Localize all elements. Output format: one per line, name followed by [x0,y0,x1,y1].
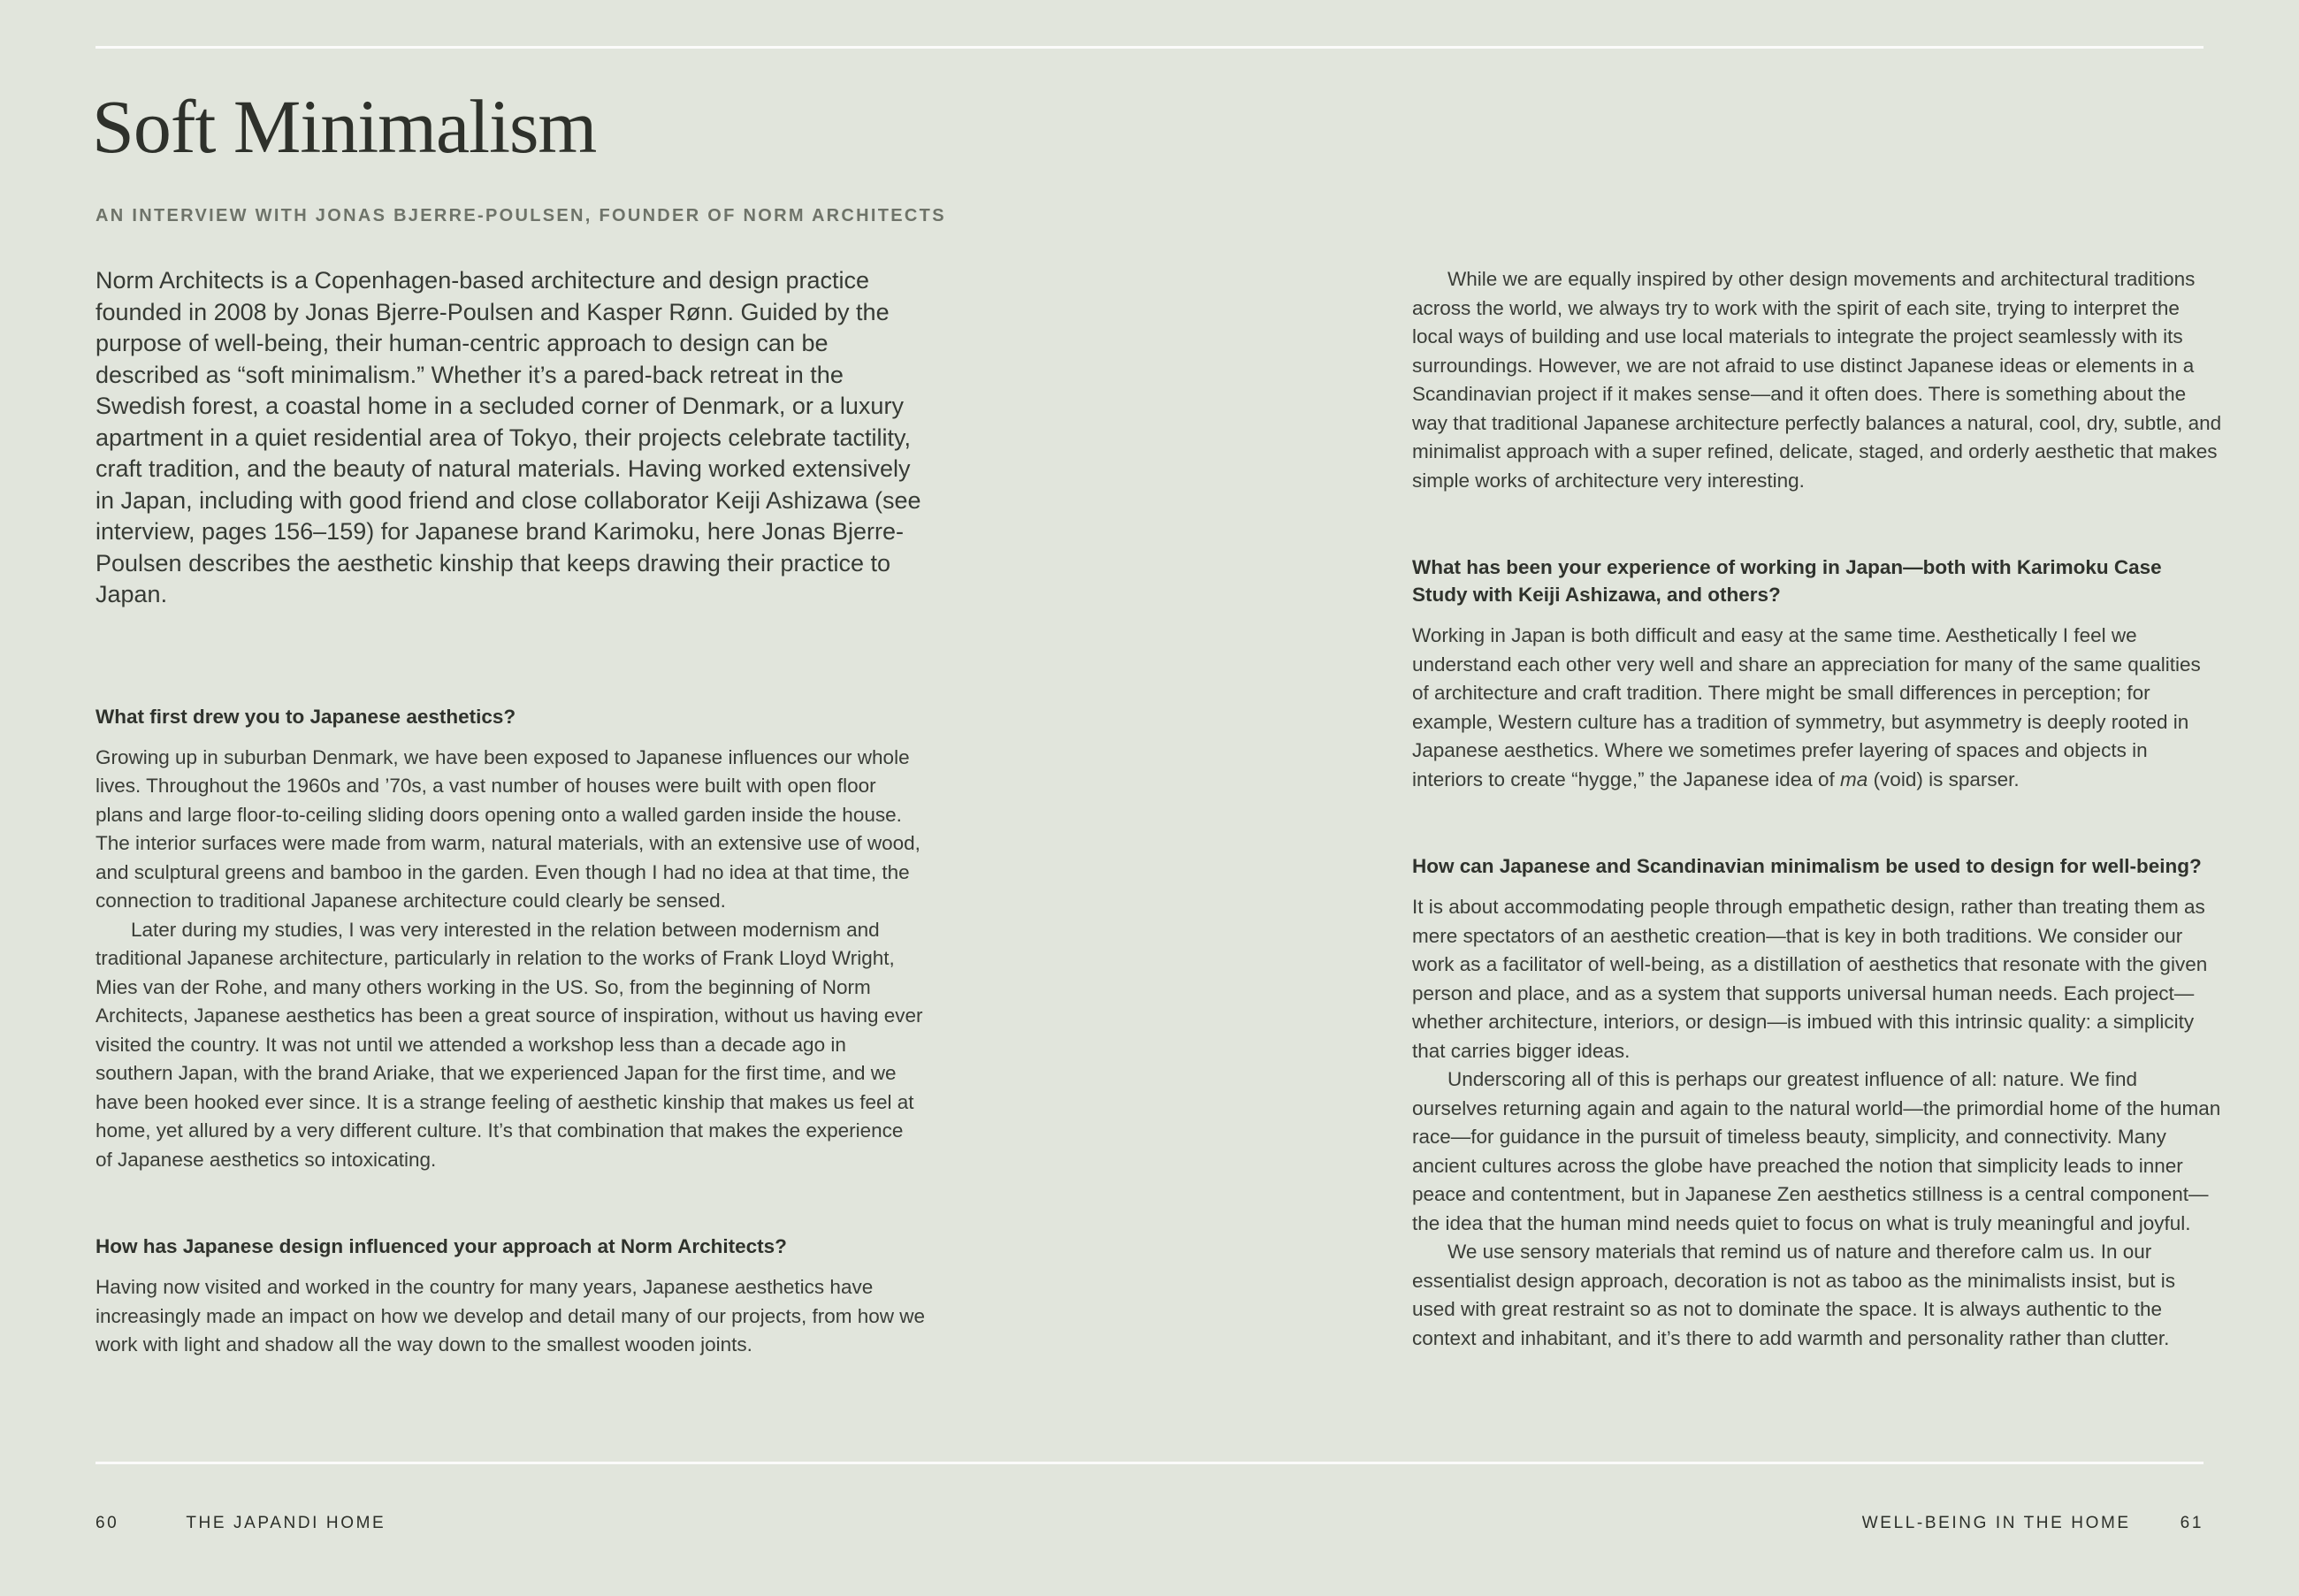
intro-paragraph: Norm Architects is a Copenhagen-based architecture and design practice founded in 2008 by Jonas Bjerre-Poulsen and Kasper Rønn. Guided by the purpose of well-being, their human-centric approach to design can be described as “soft minimalism.” Whether it’s a pared-back retreat in the Swedish forest, a coastal home in a secluded corner of Denmark, or a luxury apartment in a quiet residential area of Tokyo, their projects celebrate tactility, craft tradition, and the beauty of natural materials. Having worked extensively in Japan, including with good friend and close collaborator Keiji Ashizawa (see interview, pages 156–159) for Japanese brand Karimoku, here Jonas Bjerre-Poulsen describes the aesthetic kinship that keeps drawing their practice to Japan. [95,267,921,607]
question-heading: What first drew you to Japanese aesthetics? [95,705,516,728]
footer-right [1862,1514,2204,1533]
answer-paragraph: Growing up in suburban Denmark, we have been exposed to Japanese influences our whole lives. Throughout the 1960s and ’70s, a vast number of houses were built with open floor plans and large floor-to-ceiling sliding doors opening onto a walled garden inside the house. The interior surfaces were made from warm, natural materials, with an extensive use of wood, and sculptural greens and bamboo in the garden. Even though I had no idea at that time, the connection to traditional Japanese architecture could clearly be sensed. [95,745,920,912]
answer-paragraph: We use sensory materials that remind us of nature and therefore calm us. In our essentialist design approach, decoration is not as taboo as the minimalists insist, but is used with great restraint so as not to dominate the space. It is always authentic to the context and inhabitant, and it’s there to add warmth and personality rather than clutter. [1412,1241,2175,1349]
question-heading: How has Japanese design influenced your approach at Norm Architects? [95,1235,787,1257]
question-heading: How can Japanese and Scandinavian minimalism be used to design for well-being? [1412,855,2202,877]
answer-paragraph: Underscoring all of this is perhaps our greatest influence of all: nature. We find ourselves returning again and again to the natural world—the primordial home of the human race—for guidance in the pursuit of timeless beauty, simplicity, and connectivity. Many ancient cultures across the globe have preached the notion that simplicity leads to inner peace and contentment, but in Japanese Zen aesthetics stillness is a central component—the idea that the human mind needs quiet to focus on what is truly meaningful and joyful. [1412,1068,2221,1234]
answer-paragraph: Having now visited and worked in the country for many years, Japanese aesthetics have increasingly made an impact on how we develop and detail many of our projects, from how we work with light and shadow all the way down to the smallest wooden joints. [95,1276,925,1355]
question-heading: What has been your experience of working in Japan—both with Karimoku Case Study with Keiji Ashizawa, and others? [1412,556,2162,606]
answer-paragraph: Later during my studies, I was very interested in the relation between modernism and traditional Japanese architecture, particularly in relation to the works of Frank Lloyd Wright, Mies van der Rohe, and many others working in the US. So, from the beginning of Norm Architects, Japanese aesthetics has been a great source of inspiration, without us having ever visited the country. It was not until we attended a workshop less than a decade ago in southern Japan, with the brand Ariake, that we experienced Japan for the first time, and we have been hooked ever since. It is a strange feeling of aesthetic kinship that makes us feel at home, yet allured by a very different culture. It’s that combination that makes the experience of Japanese aesthetics so intoxicating. [95,918,923,1171]
running-title-right: WELL-BEING IN THE HOME [1861,1514,2131,1532]
answer-text-segment: (void) is sparser. [1867,767,2020,790]
right-column [1412,265,2222,1353]
continuation-paragraph: While we are equally inspired by other design movements and architectural traditions across the world, we always try to work with the spirit of each site, trying to interpret the local ways of building and use local materials to integrate the project seamlessly with its surroundings. However, we are not afraid to use distinct Japanese ideas or elements in a Scandinavian project if it makes sense—and it often does. There is something about the way that traditional Japanese architecture perfectly balances a natural, cool, dry, subtle, and minimalist approach with a super refined, delicate, staged, and orderly aesthetic that makes simple works of architecture very interesting. [1412,268,2222,492]
page-number-left: 60 [95,1514,119,1532]
answer-paragraph: It is about accommodating people through empathetic design, rather than treating them as mere spectators of an aesthetic creation—that is key in both traditions. We consider our work as a facilitator of well-being, as a distillation of aesthetics that resonate with the given person and place, and as a system that supports universal human needs. Each project—whether architecture, interiors, or design—is imbued with this intrinsic quality: a simplicity that carries bigger ideas. [1412,896,2208,1062]
footer-rule [95,1462,2204,1464]
answer-text-segment: Working in Japan is both difficult and easy at the same time. Aesthetically I feel we understand each other very well and share an appreciation for many of the same qualities of architecture and craft tradition. There might be small differences in perception; for example, Western culture has a tradition of symmetry, but asymmetry is deeply rooted in Japanese aesthetics. Where we sometimes prefer layering of spaces and objects in interiors to create “hygge,” the Japanese idea of [1412,624,2201,790]
page-number-right: 61 [2180,1514,2204,1532]
page-subtitle: AN INTERVIEW WITH JONAS BJERRE-POULSEN, FOUNDER OF NORM ARCHITECTS [95,206,946,225]
footer-left [95,1514,386,1533]
italic-term: ma [1840,767,1868,790]
left-column [95,265,925,1360]
running-title-left: THE JAPANDI HOME [186,1514,386,1532]
answer-paragraph [1412,622,2222,794]
top-rule [95,46,2204,49]
page-title: Soft Minimalism [92,84,597,169]
